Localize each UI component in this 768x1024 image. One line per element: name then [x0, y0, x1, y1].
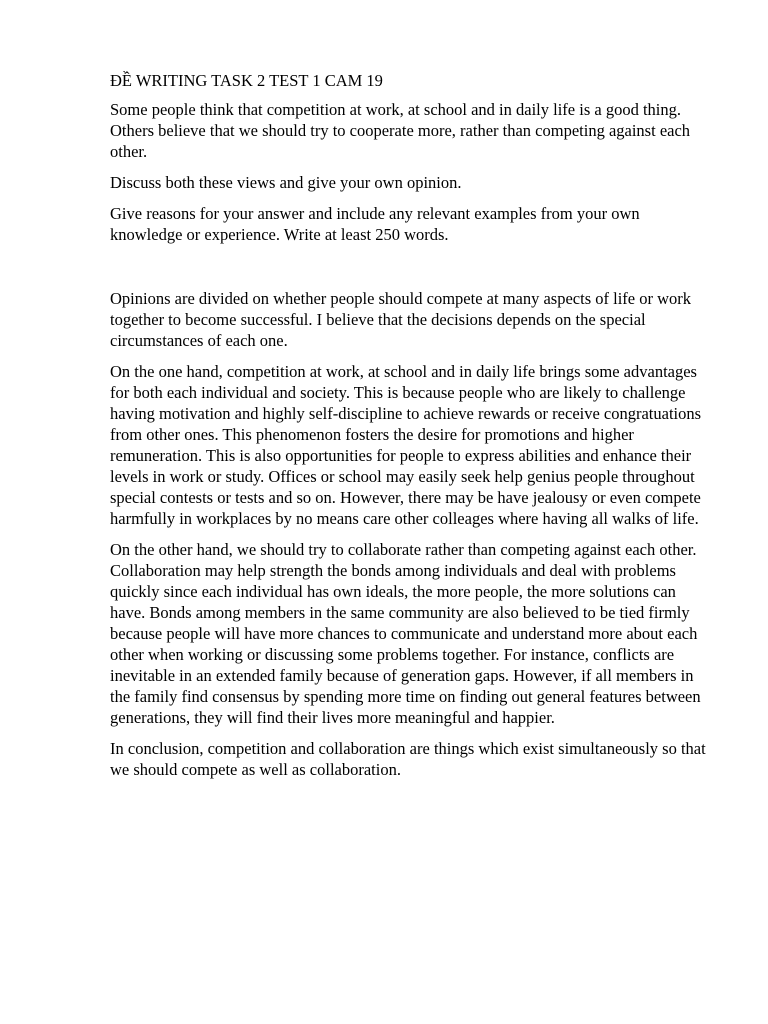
essay-conclusion: In conclusion, competition and collaboration are things which exist simultaneously so that we should compete as well as collaboration. — [110, 739, 706, 779]
document-title: ĐỀ WRITING TASK 2 TEST 1 CAM 19 — [110, 71, 383, 90]
document-body — [110, 70, 715, 790]
essay-body-paragraph-1: On the one hand, competition at work, at school and in daily life brings some advantages for both each individual and society. This is because people who are likely to challenge having motivation and highly self-discipline to achieve rewards or receive congratuations from other ones. This phenomenon fosters the desire for promotions and higher remuneration. This is also opportunities for people to express abilities and enhance their levels in work or study. Offices or school may easily seek help genius people throughout special contests or tests and so on. However, there may be have jealousy or even compete harmfully in workplaces by no means care other colleages where having all walks of life. — [110, 362, 702, 528]
essay-body-paragraph-2: On the other hand, we should try to collaborate rather than competing against each other. Collaboration may help strength the bonds among individuals and deal with problems quickly since each individual has own ideals, the more people, the more solutions can have. Bonds among members in the same community are also believed to be tied firmly because people will have more chances to communicate and understand more about each other when working or discussing some problems together. For instance, conflicts are inevitable in an extended family because of generation gaps. However, if all members in the family find consensus by spending more time on finding out general features between generations, they will find their lives more meaningful and happier. — [110, 540, 701, 727]
paragraph-spacer — [110, 255, 715, 288]
prompt-paragraph-1: Some people think that competition at work, at school and in daily life is a good thing. Others believe that we should try to cooperate more, rather than competing against each other. — [110, 100, 691, 161]
prompt-paragraph-3: Give reasons for your answer and include any relevant examples from your own knowledge or experience. Write at least 250 words. — [110, 204, 640, 244]
prompt-paragraph-2: Discuss both these views and give your own opinion. — [110, 173, 462, 192]
essay-introduction: Opinions are divided on whether people should compete at many aspects of life or work together to become successful. I believe that the decisions depends on the special circumstances of each one. — [110, 289, 692, 350]
